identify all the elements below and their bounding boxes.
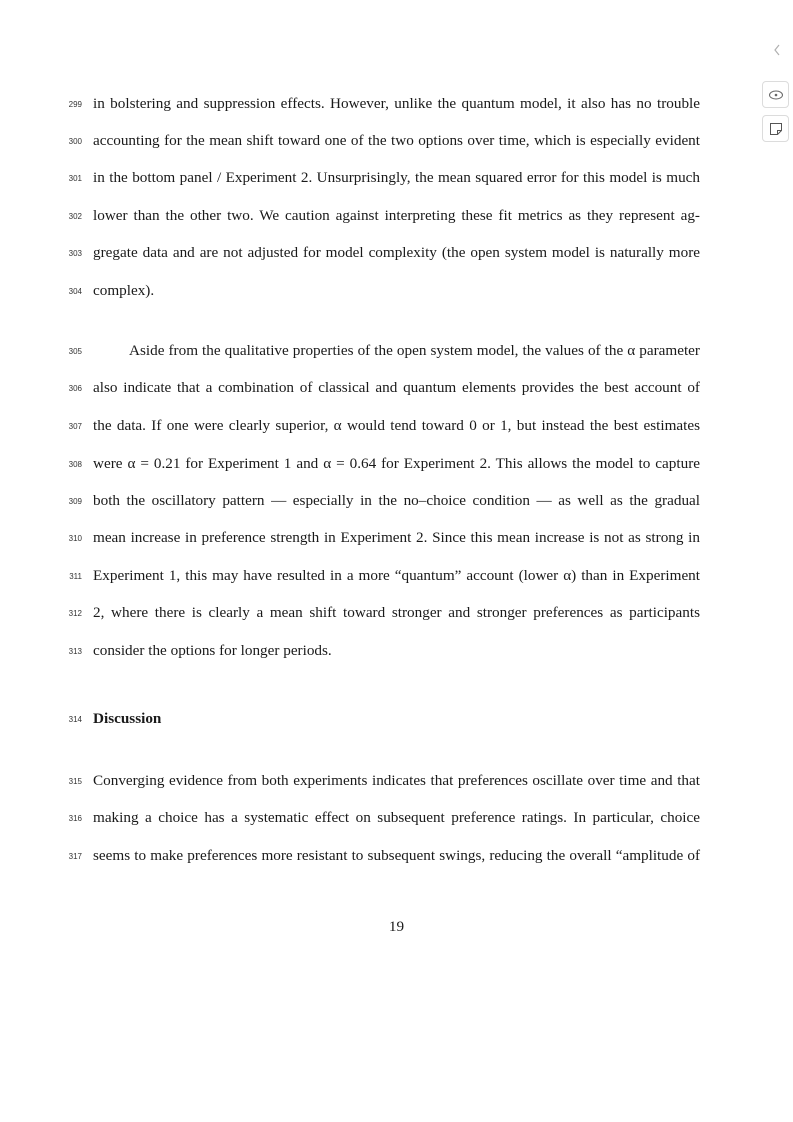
line-number: 308 [68, 460, 82, 469]
line-number: 300 [68, 137, 82, 146]
text-line [0, 206, 793, 226]
section-heading [0, 709, 793, 729]
line-number: 302 [68, 212, 82, 221]
line-number: 306 [68, 384, 82, 393]
line-number: 303 [68, 249, 82, 258]
line-text: the data. If one were clearly superior, α would tend toward 0 or 1, but instead the best estimates [93, 417, 700, 434]
line-text: making a choice has a systematic effect on subsequent preference ratings. In particular, choice [93, 809, 700, 826]
page-number: 19 [388, 918, 405, 935]
text-line [0, 281, 793, 301]
line-number: 299 [68, 100, 82, 109]
text-line [0, 341, 793, 361]
text-line [0, 416, 793, 436]
text-line [0, 168, 793, 188]
text-line [0, 808, 793, 828]
chevron-left-icon [773, 44, 781, 56]
line-text: seems to make preferences more resistant to subsequent swings, reducing the overall “amplitude of [93, 847, 700, 864]
line-number: 313 [68, 647, 82, 656]
line-number: 317 [68, 852, 82, 861]
line-text: mean increase in preference strength in Experiment 2. Since this mean increase is not as strong in [93, 529, 700, 546]
line-text: in the bottom panel / Experiment 2. Unsurprisingly, the mean squared error for this model is much [93, 169, 700, 186]
line-number: 304 [68, 287, 82, 296]
text-line [0, 378, 793, 398]
line-number: 307 [68, 422, 82, 431]
text-line [0, 454, 793, 474]
line-number: 309 [68, 497, 82, 506]
text-line [0, 94, 793, 114]
text-line [0, 491, 793, 511]
collapse-sidebar-button[interactable] [770, 42, 784, 58]
line-number: 301 [68, 174, 82, 183]
text-line [0, 603, 793, 623]
line-text: consider the options for longer periods. [93, 642, 332, 659]
line-text: Experiment 1, this may have resulted in a more “quantum” account (lower α) than in Experiment [93, 567, 700, 584]
line-number: 310 [68, 534, 82, 543]
line-text: gregate data and are not adjusted for model complexity (the open system model is naturally more [93, 244, 700, 261]
line-text: also indicate that a combination of classical and quantum elements provides the best account of [93, 379, 700, 396]
line-number: 305 [68, 347, 82, 356]
text-line [0, 771, 793, 791]
line-text: in bolstering and suppression effects. However, unlike the quantum model, it also has no trouble [93, 95, 700, 112]
line-number: 314 [68, 715, 82, 724]
line-number: 311 [69, 572, 82, 581]
text-line [0, 528, 793, 548]
line-text: were α = 0.21 for Experiment 1 and α = 0.64 for Experiment 2. This allows the model to capture [93, 455, 700, 472]
line-text: Converging evidence from both experiments indicates that preferences oscillate over time and that [93, 772, 700, 789]
line-text: Aside from the qualitative properties of the open system model, the values of the α parameter [129, 342, 700, 359]
line-text: 2, where there is clearly a mean shift toward stronger and stronger preferences as participants [93, 604, 700, 621]
line-text: complex). [93, 282, 155, 299]
line-number: 316 [68, 814, 82, 823]
line-text: accounting for the mean shift toward one of the two options over time, which is especially evident [93, 132, 700, 149]
line-number: 315 [68, 777, 82, 786]
text-line [0, 641, 793, 661]
text-line [0, 243, 793, 263]
text-line [0, 131, 793, 151]
line-text: both the oscillatory pattern — especially in the no–choice condition — as well as the gradual [93, 492, 700, 509]
line-text: lower than the other two. We caution against interpreting these fit metrics as they represent ag- [93, 207, 700, 224]
text-line [0, 566, 793, 586]
line-number: 312 [68, 609, 82, 618]
text-line [0, 846, 793, 866]
heading-text: Discussion [93, 710, 162, 727]
